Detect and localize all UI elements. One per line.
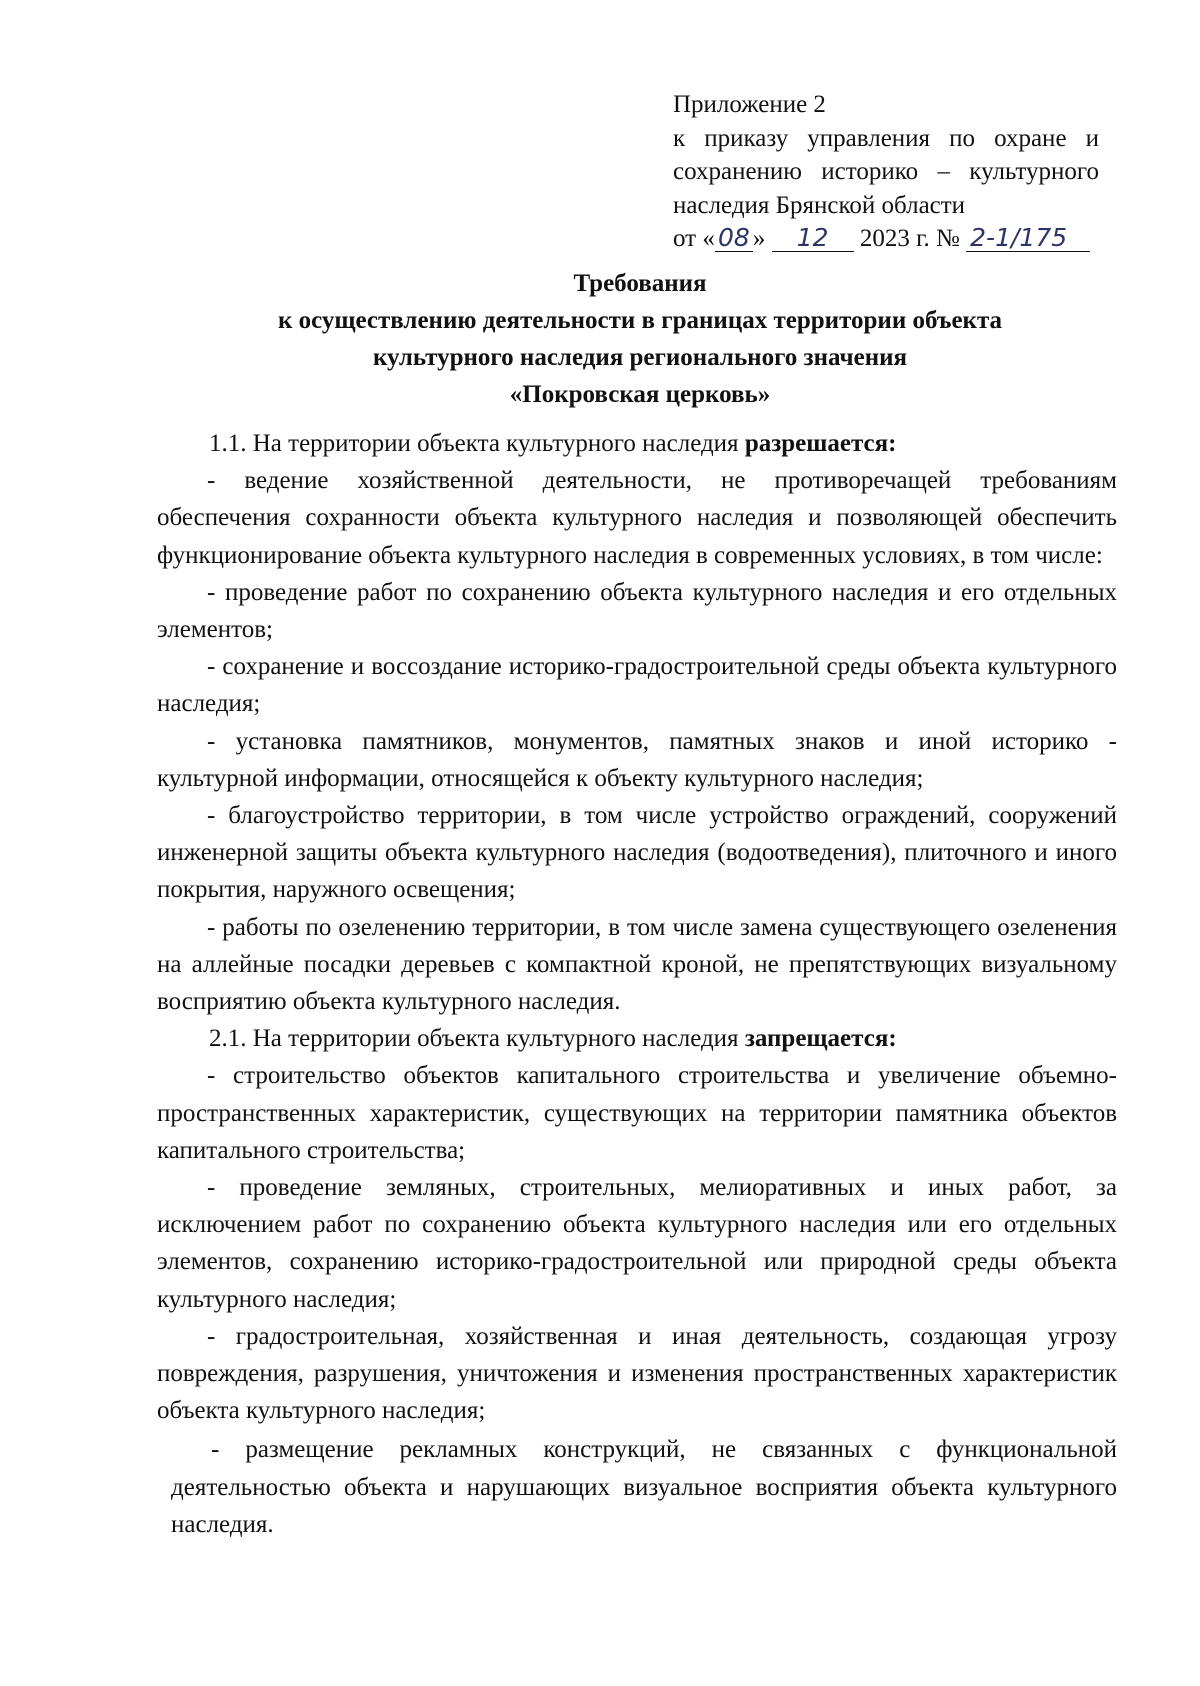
permitted-item: - работы по озеленению территории, в том числе замена существующего озеленения на аллейные посадки деревьев с компактной кроной, не препятствующих визуальному восприятию объекта культурного наследия. <box>157 913 1117 1016</box>
prohibited-item: - размещение рекламных конструкций, не связанных с функциональной деятельностью объекта и нарушающих визуальное восприятия объекта культурного наследия. <box>171 1436 1117 1538</box>
section-1-heading: 1.1. На территории объекта культурного наследия разрешается: <box>209 430 897 457</box>
prohibited-item: - строительство объектов капитального строительства и увеличение объемно-пространственных характеристик, существующих на территории памятника объектов капитального строительства; <box>157 1062 1117 1164</box>
title-line-2: к осуществлению деятельности в границах территории объекта <box>277 307 1003 334</box>
prohibited-item: - градостроительная, хозяйственная и иная деятельность, создающая угрозу повреждения, разрушения, уничтожения и изменения пространственных характеристик объекта культурного наследия; <box>157 1322 1117 1425</box>
appendix-order-reference: к приказу управления по охране и сохранению историко – культурного наследия Брянской области <box>673 124 1099 219</box>
appendix-header <box>673 88 1099 256</box>
title-line-3: культурного наследия регионального значения <box>372 344 908 371</box>
prohibited-keyword: запрещается: <box>744 1025 897 1053</box>
date-day-handwritten: 08 <box>715 224 753 252</box>
permitted-item: - благоустройство территории, в том числе устройство ограждений, сооружений инженерной защиты объекта культурного наследия (водоотведения), плиточного и иного покрытия, наружного освещения; <box>157 802 1117 904</box>
title-line-1: Требования <box>573 270 707 297</box>
appendix-date-line <box>673 222 1099 256</box>
date-mid: » <box>752 225 766 252</box>
permitted-item: - сохранение и воссоздание историко-градостроительной среды объекта культурного наследия; <box>157 653 1117 718</box>
prohibited-item: - проведение земляных, строительных, мелиоративных и иных работ, за исключением работ по сохранению объекта культурного наследия или его отдельных элементов, сохранению историко-градостроительной или природной среды объекта культурного наследия; <box>157 1174 1117 1313</box>
date-prefix: от « <box>673 225 715 252</box>
permitted-item: - установка памятников, монументов, памятных знаков и иной историко - культурной информации, относящейся к объекту культурного наследия; <box>157 727 1117 792</box>
order-number-handwritten: 2-1/175 <box>966 224 1090 252</box>
date-month-handwritten: 12 <box>772 224 854 252</box>
permitted-item: - ведение хозяйственной деятельности, не противоречащей требованиям обеспечения сохранности объекта культурного наследия и позволяющей обеспечить функционирование объекта культурного наследия в современных условиях, в том числе: <box>157 467 1117 569</box>
section-2-heading: 2.1. На территории объекта культурного наследия запрещается: <box>209 1025 897 1053</box>
permitted-item: - проведение работ по сохранению объекта культурного наследия и его отдельных элементов; <box>157 578 1117 644</box>
permitted-keyword: разрешается: <box>744 430 897 457</box>
title-line-4: «Покровская церковь» <box>509 381 771 408</box>
date-year: 2023 г. № <box>859 225 960 252</box>
document-body <box>157 425 1117 1543</box>
document-title <box>0 265 1200 413</box>
appendix-number: Приложение 2 <box>673 91 826 118</box>
